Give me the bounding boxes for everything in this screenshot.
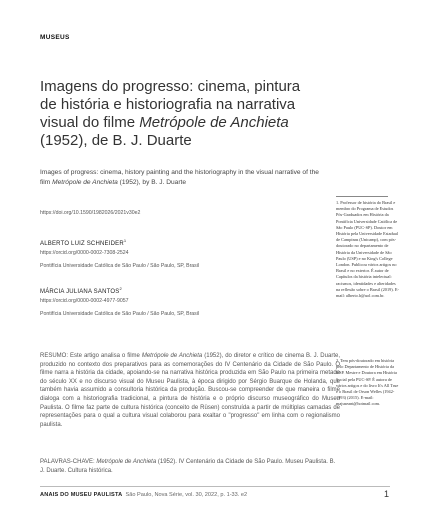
author-name-text: ALBERTO LUIZ SCHNEIDER [40, 241, 124, 247]
orcid-link-2[interactable]: https://orcid.org/0000-0002-4977-9057 [40, 298, 129, 304]
affiliation-1: Pontifícia Universidade Católica de São Paulo / São Paulo, SP, Brasil [40, 263, 200, 269]
page-number: 1 [384, 489, 390, 499]
keywords-list: (1952). IV Centenário da Cidade de São Paulo. Museu Paulista. B. J. Duarte. Cultura histórica. [40, 459, 336, 474]
english-title [40, 168, 320, 188]
abstract-part2: (1952), do diretor e crítico de cinema B. J. Duarte, produzido no contexto dos preparativos para as comemorações do IV Centenário da Cidade de São Paulo. O filme narra a história da cidade, apoiando-se na narrativa histórica produzida em São Paulo na primeira metade do século XX e no discurso visual do Museu Paulista, à época dirigido por Sérgio Buarque de Holanda, que também havia assumido a consultoria histórica da produção. Buscou-se compreender de que maneira o filme dialoga com a historiografia tradicional, a pintura de história e o próprio discurso museográfico do Museu Paulista. O filme faz parte de cultura histórica (conceito de Rüsen) construída a partir de múltiplas camadas de representações para o qual a cultura visual colaborou para exaltar o "progresso" em linha com o regionalismo paulista. [40, 353, 340, 428]
title-film-name: Metrópole de Anchieta [139, 114, 289, 131]
subtitle-film-name: Metrópole de Anchieta [52, 179, 118, 186]
page-footer [40, 492, 247, 498]
subtitle-part1: Images of progress: cinema, history painting and the historiography in the visual narrative of the film [40, 169, 319, 186]
abstract-film-name: Metrópole de Anchieta [141, 353, 203, 359]
affiliation-2: Pontifícia Universidade Católica de São Paulo / São Paulo, SP, Brasil [40, 311, 200, 317]
footnote-1: 1. Professor de história do Brasil e membro do Programa de Estudos Pós-Graduados em História da Pontifícia Universidade Católica de São Paulo (PUC-SP). Doutor em História pela Universidade Estadual de Campinas (Unicamp), com pós-doutorado no departamento de História da Universidade de São Paulo (USP) e no King's College London. Publicou vários artigos no Brasil e no exterior. É autor de Capítulos da história intelectual: racismos, identidades e alteridades na reflexão sobre o Brasil (2019). E-mail: alberto.h@uol.com.br. [336, 200, 399, 299]
footnote-2: 2. Tem pós-doutorado em história pelo Departamento de História da USP. Mestre e Doutora em História Social pela PUC-SP. É autora de vários artigos e do livro It's All True e o Brasil de Orson Welles (1942-1993) (2015). E-mail: majuseant@hotmail.com. [336, 358, 399, 407]
keywords-film-name: Metrópole de Anchieta [96, 459, 157, 465]
footnote-marker: 2 [119, 286, 122, 291]
footnote-marker: 1 [123, 238, 127, 243]
section-tag: MUSEUS [40, 34, 70, 41]
footnote-divider [336, 196, 388, 197]
author-name-2 [40, 286, 122, 295]
abstract-part1: Este artigo analisa o filme [69, 353, 142, 359]
abstract [40, 352, 340, 429]
orcid-link-1[interactable]: https://orcid.org/0000-0002-7308-2524 [40, 250, 129, 256]
title-text-part2: (1952), de B. J. Duarte [40, 132, 192, 149]
journal-details: São Paulo, Nova Série, vol. 30, 2022, p. 1-33. e2 [125, 492, 248, 498]
keywords-label: PALAVRAS-CHAVE: [40, 459, 97, 465]
article-title [40, 78, 310, 150]
author-name-text: MÁRCIA JULIANA SANTOS [40, 289, 120, 295]
author-name-1 [40, 238, 126, 247]
keywords [40, 458, 340, 475]
doi-link[interactable]: https://doi.org/10.1590/1982026/2021v30e2 [40, 210, 141, 216]
footer-divider [40, 486, 390, 487]
journal-name: ANAIS DO MUSEU PAULISTA [40, 492, 123, 498]
title-text-part1: Imagens do progresso: cinema, pintura de história e historiografia na narrativa visual do filme [40, 78, 301, 131]
subtitle-part2: (1952), by B. J. Duarte [117, 179, 187, 186]
abstract-label: RESUMO: [40, 353, 70, 359]
